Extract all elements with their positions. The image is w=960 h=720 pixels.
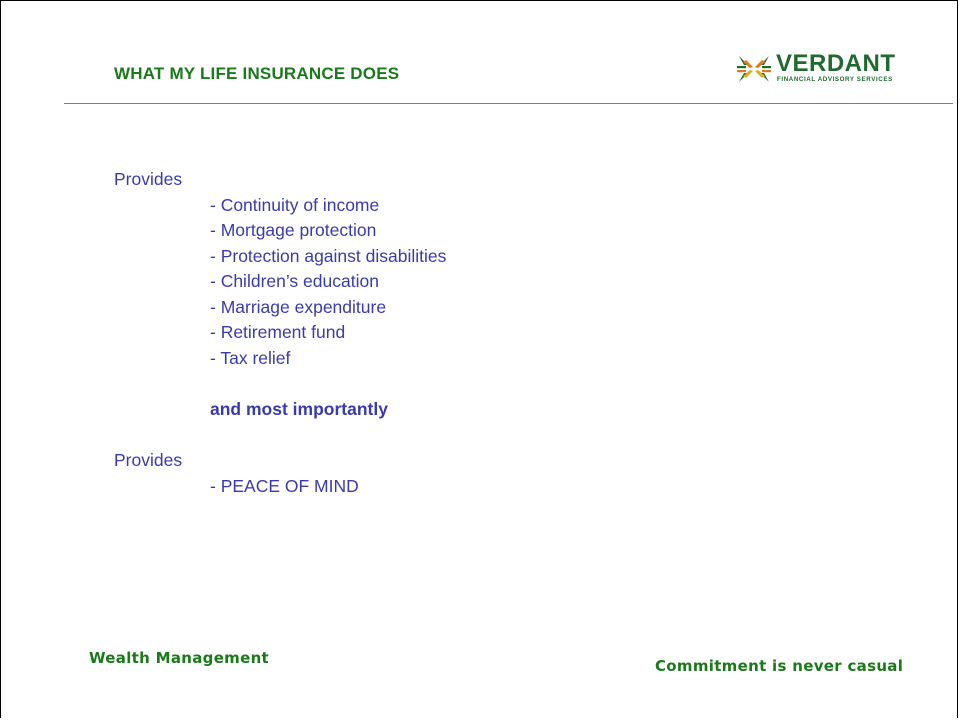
benefit-item: - Marriage expenditure <box>210 297 387 317</box>
footer-left-text: Wealth Management <box>89 649 270 667</box>
benefit-item: - Continuity of income <box>210 195 380 215</box>
emphasis-text: and most importantly <box>210 399 388 419</box>
logo-name: VERDANT <box>776 50 896 77</box>
intro-label: Provides <box>114 169 183 189</box>
logo-tagline: FINANCIAL ADVISORY SERVICES <box>777 76 893 83</box>
closing-item: - PEACE OF MIND <box>210 476 359 496</box>
verdant-logo-icon <box>736 52 772 86</box>
benefit-item: - Protection against disabilities <box>210 246 447 266</box>
benefit-item: - Tax relief <box>210 348 291 368</box>
closing-label: Provides <box>114 450 183 470</box>
benefit-item: - Retirement fund <box>210 322 346 342</box>
benefit-item: - Mortgage protection <box>210 220 377 240</box>
slide-title: WHAT MY LIFE INSURANCE DOES <box>114 64 400 83</box>
header-divider <box>64 103 953 104</box>
footer-right-text: Commitment is never casual <box>655 657 904 675</box>
benefit-item: - Children’s education <box>210 271 379 291</box>
company-logo <box>736 50 906 86</box>
